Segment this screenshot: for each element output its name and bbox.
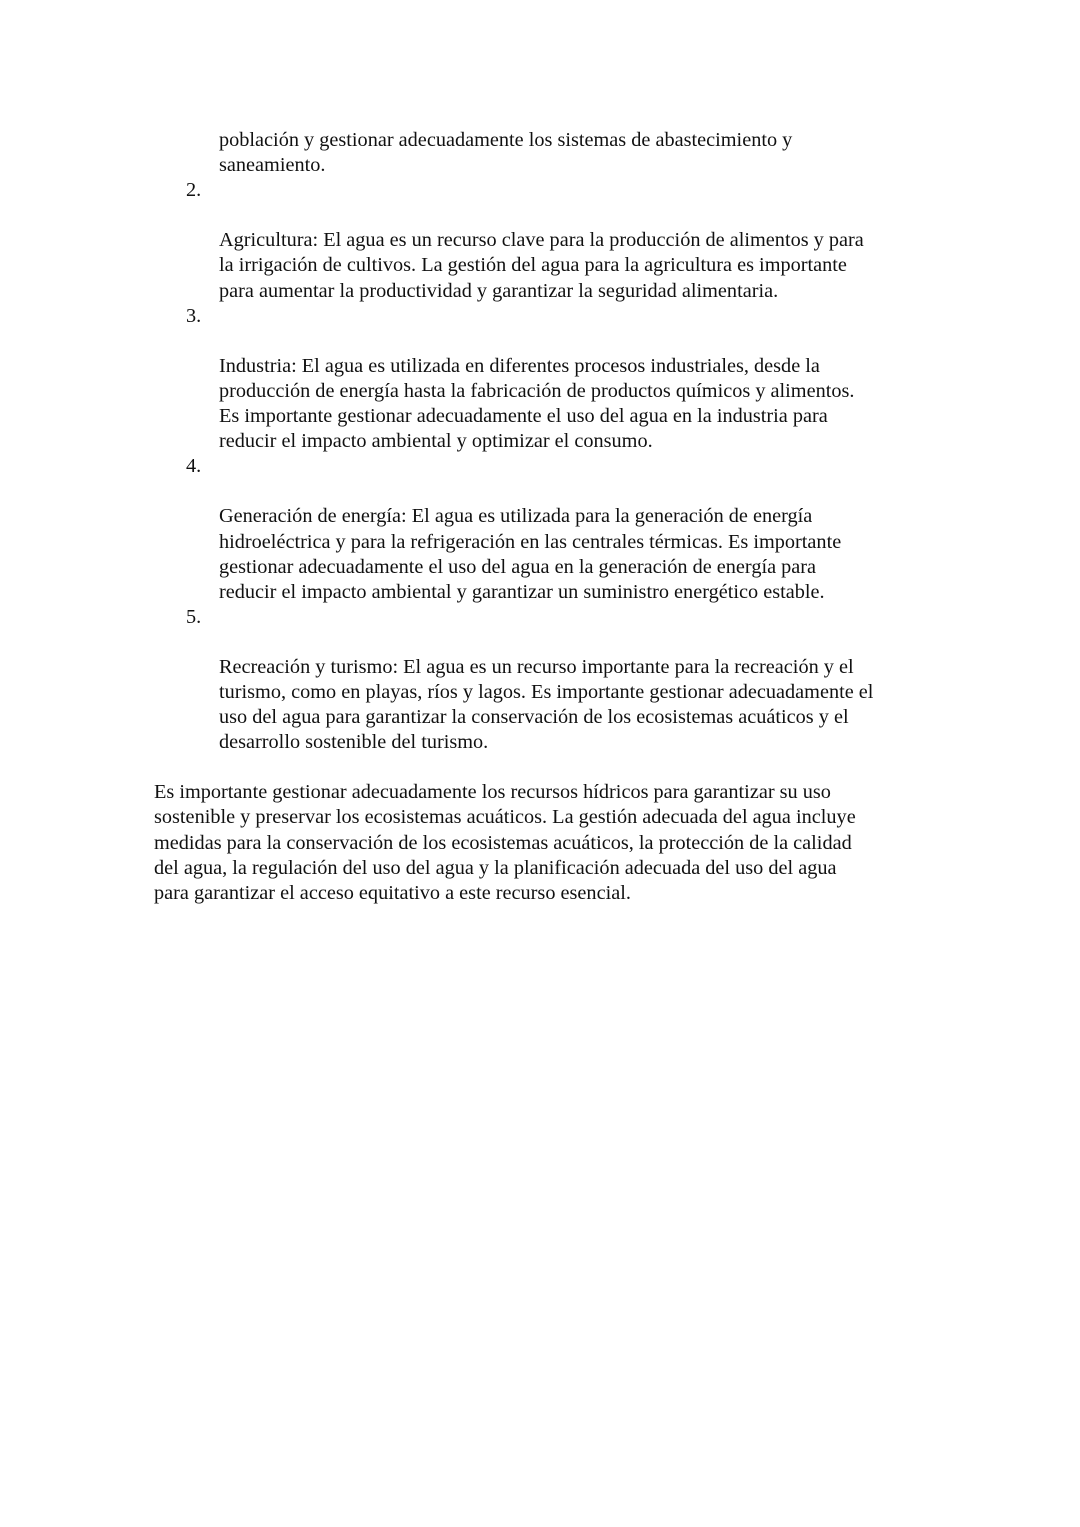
list-item-continuation-text: población y gestionar adecuadamente los sistemas de abastecimiento y saneamiento. <box>219 129 793 177</box>
list-item <box>186 178 934 303</box>
list-item-number: 3. <box>186 304 202 327</box>
list-item-number: 5. <box>186 605 202 628</box>
list-item <box>186 304 934 455</box>
list-item-number: 2. <box>186 179 202 202</box>
list-item-text: Generación de energía: El agua es utilizada para la generación de energía hidroeléctrica y para la refrigeración en las centrales térmicas. Es importante gestionar adecuadamente el uso del agua en la generación de energía para reducir el impacto ambiental y garantizar un suministro energético estable. <box>219 505 842 603</box>
list-item <box>186 454 934 605</box>
list-item-text: Recreación y turismo: El agua es un recurso importante para la recreación y el turismo, como en playas, ríos y lagos. Es importante gestionar adecuadamente el uso del agua para garantizar la conservación de los ecosistemas acuáticos y el desarrollo sostenible del turismo. <box>219 655 874 754</box>
list-item <box>186 605 934 756</box>
document-body <box>154 128 934 926</box>
list-item-text: Industria: El agua es utilizada en diferentes procesos industriales, desde la producción de energía hasta la fabricación de productos químicos y alimentos. Es importante gestionar adecuadamente el uso del agua en la industria para reducir el impacto ambiental y optimizar el consumo. <box>219 354 855 453</box>
list-item-text: Agricultura: El agua es un recurso clave para la producción de alimentos y para la irrigación de cultivos. La gestión del agua para la agricultura es importante para aumentar la productividad y garantizar la seguridad alimentaria. <box>219 229 864 302</box>
list-item-number: 4. <box>186 455 202 478</box>
closing-paragraph: Es importante gestionar adecuadamente los recursos hídricos para garantizar su uso sostenible y preservar los ecosistemas acuáticos. La gestión adecuada del agua incluye medidas para la conservación de los ecosistemas acuáticos, la protección de la calidad del agua, la regulación del uso del agua y la planificación adecuada del uso del agua para garantizar el acceso equitativo a este recurso esencial. <box>154 781 856 904</box>
